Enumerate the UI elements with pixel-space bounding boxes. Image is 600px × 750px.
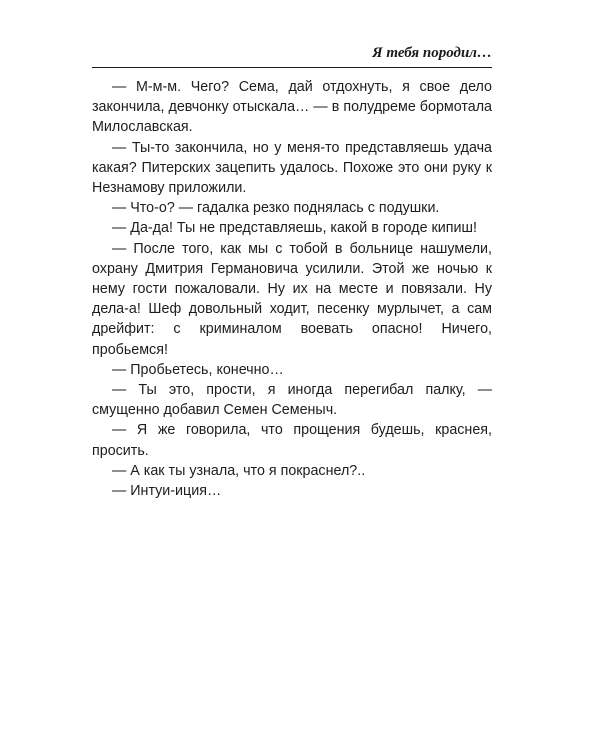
paragraph: — Ты-то закончила, но у меня-то представляешь удача какая? Питерских зацепить удалось. Похоже это они руку к Незнамову приложили.	[92, 139, 492, 197]
paragraph: — М-м-м. Чего? Сема, дай отдохнуть, я свое дело закончила, девчонку отыскала… — в полудреме бормотала Милославская.	[92, 79, 492, 136]
running-header-title: Я тебя породил…	[372, 45, 492, 61]
paragraph: — Что-о? — гадалка резко поднялась с подушки.	[112, 200, 440, 217]
paragraph: — А как ты узнала, что я покраснел?..	[112, 462, 366, 479]
paragraph: — Ты это, прости, я иногда перегибал палку, — смущенно добавил Семен Семеныч.	[92, 382, 492, 419]
paragraph: — Пробьетесь, конечно…	[112, 361, 284, 378]
header-rule	[92, 67, 492, 68]
paragraph: — Да-да! Ты не представляешь, какой в городе кипиш!	[112, 220, 477, 237]
paragraph: — После того, как мы с тобой в больнице нашумели, охрану Дмитрия Германовича усилили. Этой же ночью к нему гости пожаловали. Ну их на месте и повязали. Ну дела-а! Шеф довольный ходит, песенку мурлычет, а сам дрейфит: с криминалом воевать опасно! Ничего, пробьемся!	[92, 240, 492, 358]
body-text	[92, 77, 492, 501]
paragraph: — Я же говорила, что прощения будешь, краснея, просить.	[92, 422, 492, 459]
paragraph: — Интуи-иция…	[112, 483, 222, 500]
